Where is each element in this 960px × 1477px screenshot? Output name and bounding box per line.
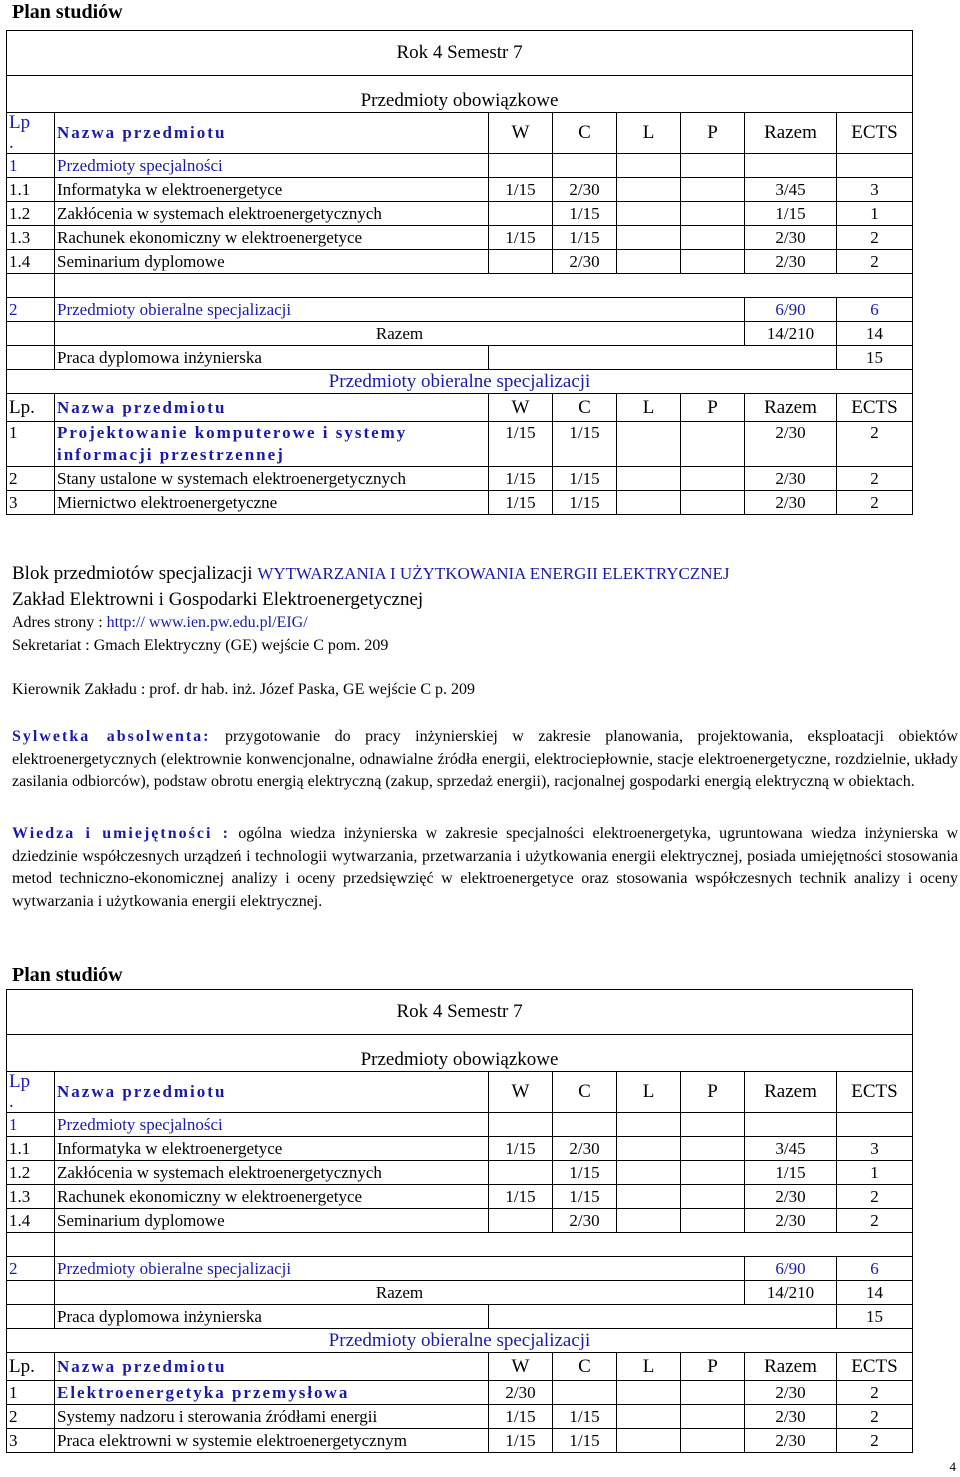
obligatory-title: Przedmioty obowiązkowe: [7, 76, 913, 113]
col-l: L: [617, 394, 681, 422]
col-c: C: [553, 113, 617, 154]
table-row: 2 Stany ustalone w systemach elektroenergetycznych 1/15 1/15 2/30 2: [7, 467, 913, 491]
col-l: L: [617, 1072, 681, 1113]
col-razem: Razem: [745, 1072, 837, 1113]
website-link[interactable]: http:// www.ien.pw.edu.pl/EIG/: [106, 614, 308, 631]
thesis-row: Praca dyplomowa inżynierska 15: [7, 346, 913, 370]
total-row: Razem 14/210 14: [7, 322, 913, 346]
col-razem: Razem: [745, 394, 837, 422]
total-row: Razem 14/210 14: [7, 1281, 913, 1305]
col-c: C: [553, 1353, 617, 1381]
group-row: 1 Przedmioty specjalności: [7, 1113, 913, 1137]
col-p: P: [681, 1072, 745, 1113]
col-c: C: [553, 1072, 617, 1113]
table-row: 1.3 Rachunek ekonomiczny w elektroenergetyce 1/15 1/15 2/30 2: [7, 226, 913, 250]
group-row: 2 Przedmioty obieralne specjalizacji 6/90 6: [7, 1257, 913, 1281]
obligatory-title: Przedmioty obowiązkowe: [7, 1035, 913, 1072]
table-row: 3 Miernictwo elektroenergetyczne 1/15 1/15 2/30 2: [7, 491, 913, 515]
col-lp: Lp.: [7, 394, 55, 422]
table-row: 1.1 Informatyka w elektroenergetyce 1/15 2/30 3/45 3: [7, 178, 913, 202]
table-row: 1.3 Rachunek ekonomiczny w elektroenergetyce 1/15 1/15 2/30 2: [7, 1185, 913, 1209]
col-c: C: [553, 394, 617, 422]
plan-heading: Plan studiów: [12, 1, 123, 23]
semester-label: Rok 4 Semestr 7: [7, 990, 913, 1035]
study-plan-table: [6, 30, 913, 515]
table-row: 2 Systemy nadzoru i sterowania źródłami energii 1/15 1/15 2/30 2: [7, 1405, 913, 1429]
table-row: 1.4 Seminarium dyplomowe 2/30 2/30 2: [7, 1209, 913, 1233]
col-ects: ECTS: [837, 113, 913, 154]
semester-label: Rok 4 Semestr 7: [7, 31, 913, 76]
table-row: 1.1 Informatyka w elektroenergetyce 1/15 2/30 3/45 3: [7, 1137, 913, 1161]
department-head: Kierownik Zakładu : prof. dr hab. inż. Józef Paska, GE wejście C p. 209: [12, 681, 475, 698]
spacer-row: [7, 274, 913, 298]
secretariat: Sekretariat : Gmach Elektryczny (GE) wejście C pom. 209: [12, 637, 389, 654]
col-ects: ECTS: [837, 394, 913, 422]
col-name: Nazwa przedmiotu: [55, 113, 489, 154]
col-razem: Razem: [745, 1353, 837, 1381]
table-row: 1.4 Seminarium dyplomowe 2/30 2/30 2: [7, 250, 913, 274]
col-lp: Lp .: [7, 113, 55, 154]
table-row: 3 Praca elektrowni w systemie elektroenergetycznym 1/15 1/15 2/30 2: [7, 1429, 913, 1453]
col-ects: ECTS: [837, 1353, 913, 1381]
col-name: Nazwa przedmiotu: [55, 1072, 489, 1113]
col-w: W: [489, 394, 553, 422]
elective-title: Przedmioty obieralne specjalizacji: [7, 1329, 913, 1353]
table-row: 1 Projektowanie komputerowe i systemy informacji przestrzennej 1/15 1/15 2/30 2: [7, 422, 913, 467]
table-row: 1.2 Zakłócenia w systemach elektroenergetycznych 1/15 1/15 1: [7, 202, 913, 226]
col-lp: Lp.: [7, 1353, 55, 1381]
col-name: Nazwa przedmiotu: [55, 394, 489, 422]
col-lp: Lp .: [7, 1072, 55, 1113]
block-name: WYTWARZANIA I UŻYTKOWANIA ENERGII ELEKTRYCZNEJ: [257, 564, 730, 583]
spacer-row: [7, 1233, 913, 1257]
plan-heading: Plan studiów: [12, 964, 123, 986]
col-w: W: [489, 1072, 553, 1113]
address-line: Adres strony : http:// www.ien.pw.edu.pl/EIG/: [12, 614, 308, 631]
col-p: P: [681, 113, 745, 154]
elective-title: Przedmioty obieralne specjalizacji: [7, 370, 913, 394]
col-name: Nazwa przedmiotu: [55, 1353, 489, 1381]
col-p: P: [681, 1353, 745, 1381]
col-ects: ECTS: [837, 1072, 913, 1113]
study-plan-table: [6, 989, 913, 1453]
table-row: 1 Elektroenergetyka przemysłowa 2/30 2/30 2: [7, 1381, 913, 1405]
group-row: 2 Przedmioty obieralne specjalizacji 6/90 6: [7, 298, 913, 322]
table-row: 1.2 Zakłócenia w systemach elektroenergetycznych 1/15 1/15 1: [7, 1161, 913, 1185]
graduate-profile: Sylwetka absolwenta: przygotowanie do pracy inżynierskiej w zakresie planowania, projektowania, eksploatacji obiektów elektroenergetycznych (elektrownie konwencjonalne, odnawialne źródła energii, elektrociepłownie, stacje elektroenergetyczne, rozdzielnie, układy zasilania odbiorców), podstaw obrotu energią elektryczną (zakup, sprzedaż energii), racjonalnej gospodarki energią elektryczną w obiektach.: [12, 728, 958, 791]
group-row: 1 Przedmioty specjalności: [7, 154, 913, 178]
block-title: Blok przedmiotów specjalizacji WYTWARZANIA I UŻYTKOWANIA ENERGII ELEKTRYCZNEJ: [12, 563, 730, 584]
col-l: L: [617, 113, 681, 154]
col-l: L: [617, 1353, 681, 1381]
page-number: 4: [949, 1459, 956, 1474]
col-razem: Razem: [745, 113, 837, 154]
col-p: P: [681, 394, 745, 422]
col-w: W: [489, 1353, 553, 1381]
department-name: Zakład Elektrowni i Gospodarki Elektroenergetycznej: [12, 589, 424, 610]
knowledge-skills: Wiedza i umiejętności : ogólna wiedza inżynierska w zakresie specjalności elektroenergetyka, ugruntowana wiedza inżynierska w dziedzinie współczesnych urządzeń i technologii wytwarzania, przetwarzania i użytkowania energii elektrycznej, posiada umiejętności stosowania metod techniczno-ekonomicznej analizy i oceny przedsięwzięć w elektroenergetyce oraz stosowania współczesnych technik analizy i oceny wytwarzania i użytkowania energii elektrycznej.: [12, 825, 958, 910]
thesis-row: Praca dyplomowa inżynierska 15: [7, 1305, 913, 1329]
col-w: W: [489, 113, 553, 154]
